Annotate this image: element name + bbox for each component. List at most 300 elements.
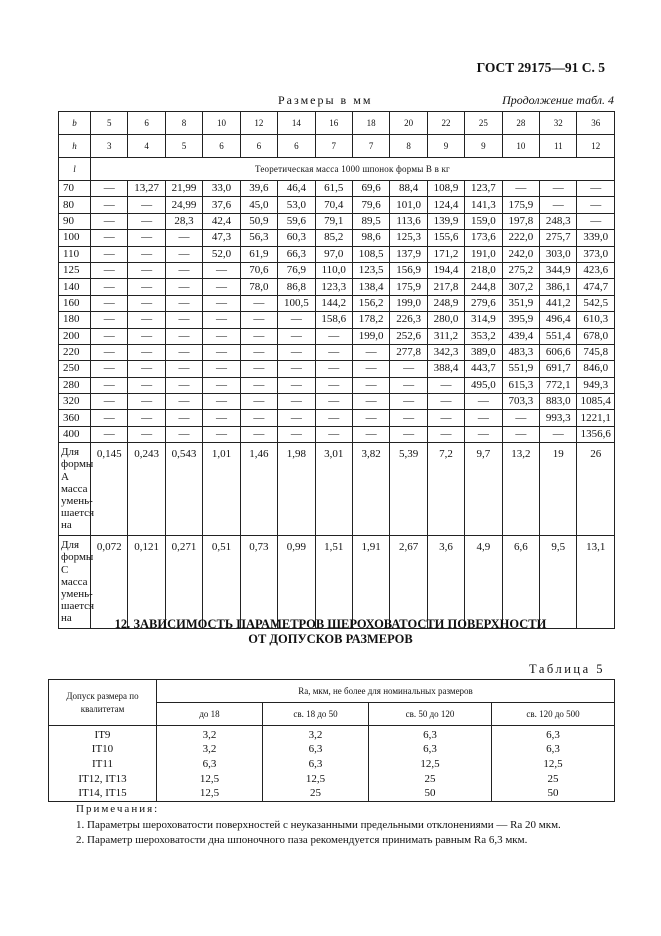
table4-b-value: 12	[240, 112, 277, 135]
table4-l-row	[59, 158, 615, 181]
table4-row-length: 200	[59, 328, 91, 344]
table5-cell: 6,3	[492, 743, 615, 758]
table4-cell: —	[315, 361, 352, 377]
table4-b-value: 28	[502, 112, 539, 135]
table4-cell: 125,3	[390, 230, 427, 246]
table5-cell: 3,2	[157, 726, 263, 743]
table5-row	[49, 726, 615, 743]
table4-cell: 137,9	[390, 246, 427, 262]
table4-cell: 342,3	[427, 344, 464, 360]
table4-cell: —	[390, 361, 427, 377]
table4-b-value: 25	[465, 112, 502, 135]
table4-cell: —	[165, 361, 202, 377]
table4-formA-label-line: масса	[61, 482, 88, 495]
table4-h-value: 5	[165, 135, 202, 158]
table4-row-length: 160	[59, 295, 91, 311]
table4-cell: 70,4	[315, 197, 352, 213]
table4-cell: 86,8	[278, 279, 315, 295]
table4-cell: —	[577, 213, 614, 229]
table4-cell: 244,8	[465, 279, 502, 295]
table4-cell: —	[165, 230, 202, 246]
table5-cell: 12,5	[369, 757, 492, 772]
table4-cell: 386,1	[540, 279, 577, 295]
table4-cell: 141,3	[465, 197, 502, 213]
table4-cell: 691,7	[540, 361, 577, 377]
table4-mass-heading: Теоретическая масса 1000 шпонок формы В в кг	[91, 158, 615, 181]
table4-cell: 37,6	[203, 197, 240, 213]
table4-cell: 311,2	[427, 328, 464, 344]
table4-cell: 496,4	[540, 312, 577, 328]
table4-cell: —	[203, 361, 240, 377]
table5-row	[49, 772, 615, 787]
table4-cell: 443,7	[465, 361, 502, 377]
table4-row	[59, 394, 615, 410]
table5-tolerance: IT12, IT13	[49, 772, 157, 787]
table4-row	[59, 279, 615, 295]
table4-cell: 175,9	[390, 279, 427, 295]
table4-cell: 70,6	[240, 262, 277, 278]
table4-formC-value: 1,51	[315, 536, 352, 629]
table5-caption: Таблица 5	[529, 662, 605, 676]
table4-cell: —	[203, 394, 240, 410]
table4-cell: 303,0	[540, 246, 577, 262]
table4-formA-value: 7,2	[427, 443, 464, 536]
table4-cell: 495,0	[465, 377, 502, 393]
table4-cell: 33,0	[203, 181, 240, 197]
table4-row	[59, 213, 615, 229]
table4-cell: —	[240, 410, 277, 426]
table4-row-length: 110	[59, 246, 91, 262]
table4-cell: 242,0	[502, 246, 539, 262]
table4-row	[59, 312, 615, 328]
table4-formC-value: 3,6	[427, 536, 464, 629]
table4-cell: —	[352, 344, 389, 360]
table4-row-length: 250	[59, 361, 91, 377]
table4-formC-value: 13,1	[577, 536, 614, 629]
table4-cell: 1356,6	[577, 426, 614, 442]
table4-cell: 373,0	[577, 246, 614, 262]
table4-cell: —	[278, 344, 315, 360]
table4-formC-label-line: масса	[61, 575, 88, 588]
table4-row	[59, 361, 615, 377]
table5-cell: 6,3	[263, 743, 369, 758]
table5-subheader: св. 18 до 50	[263, 703, 369, 726]
table4-cell: —	[390, 410, 427, 426]
table4-cell: —	[203, 328, 240, 344]
table4-formC-row	[59, 536, 615, 629]
table4-cell: 46,4	[278, 181, 315, 197]
table4-cell: —	[240, 295, 277, 311]
table4-cell: —	[91, 213, 128, 229]
table4-cell: 89,5	[352, 213, 389, 229]
table4-units: Размеры в мм	[278, 93, 373, 107]
table4-cell: 483,3	[502, 344, 539, 360]
table4-b-value: 10	[203, 112, 240, 135]
table4-row-length: 140	[59, 279, 91, 295]
table4-cell: 158,6	[315, 312, 352, 328]
table4-formA-label-line: Для	[61, 446, 80, 459]
table4-cell: —	[128, 426, 165, 442]
table4-h-value: 12	[577, 135, 614, 158]
table4-formA-value: 5,39	[390, 443, 427, 536]
table4-cell: —	[465, 410, 502, 426]
table4-cell: —	[427, 394, 464, 410]
table4-row	[59, 262, 615, 278]
table5-header-row	[49, 680, 615, 703]
table5-body	[49, 680, 615, 802]
table4-row	[59, 230, 615, 246]
table4-cell: 100,5	[278, 295, 315, 311]
table4-cell: —	[165, 410, 202, 426]
table4-cell: 88,4	[390, 181, 427, 197]
table4-cell: —	[128, 197, 165, 213]
table4-row-length: 125	[59, 262, 91, 278]
table4-formC-label	[59, 536, 95, 629]
table4-cell: 199,0	[390, 295, 427, 311]
table5-row	[49, 743, 615, 758]
table4-cell: —	[502, 426, 539, 442]
table4-cell: 846,0	[577, 361, 614, 377]
table4-formA-value: 3,82	[352, 443, 389, 536]
table4-cell: —	[165, 262, 202, 278]
table5-cell: 6,3	[157, 757, 263, 772]
table4-row	[59, 246, 615, 262]
table4-formC-value: 4,9	[465, 536, 502, 629]
table4-cell: 52,0	[203, 246, 240, 262]
table5-tolerance: IT11	[49, 757, 157, 772]
table4-h-value: 7	[315, 135, 352, 158]
table4-cell: —	[165, 279, 202, 295]
table4-cell: —	[165, 394, 202, 410]
table5-cell: 6,3	[369, 743, 492, 758]
table4-cell: 110,0	[315, 262, 352, 278]
table4-formA-value: 0,243	[128, 443, 165, 536]
table5-cell: 3,2	[263, 726, 369, 743]
table4-cell: 388,4	[427, 361, 464, 377]
table4-h-value: 6	[240, 135, 277, 158]
table4-body	[59, 112, 615, 629]
table5-tolerance: IT9	[49, 726, 157, 743]
table4-cell: 175,9	[502, 197, 539, 213]
table5-subheader: до 18	[157, 703, 263, 726]
table5-cell: 6,3	[369, 726, 492, 743]
table4-formC-value: 9,5	[540, 536, 577, 629]
table4-cell: 217,8	[427, 279, 464, 295]
table4-cell: —	[165, 426, 202, 442]
table4-cell: —	[203, 279, 240, 295]
table4-row	[59, 328, 615, 344]
table4-h-value: 8	[390, 135, 427, 158]
table4-cell: —	[278, 328, 315, 344]
table4-row	[59, 410, 615, 426]
table4-cell: —	[315, 344, 352, 360]
table4-cell: 53,0	[278, 197, 315, 213]
table4-cell: —	[91, 312, 128, 328]
table4-cell: —	[278, 410, 315, 426]
table5-cell: 12,5	[157, 786, 263, 801]
table4-cell: 351,9	[502, 295, 539, 311]
table4-cell: 197,8	[502, 213, 539, 229]
table4-formC-value: 1,91	[352, 536, 389, 629]
table4-cell: 1085,4	[577, 394, 614, 410]
table4-h-value: 6	[203, 135, 240, 158]
table4-cell: 39,6	[240, 181, 277, 197]
table4-cell: —	[240, 394, 277, 410]
table4-cell: —	[540, 181, 577, 197]
table4-formC-label-line: Для	[61, 539, 80, 552]
table4-h-value: 11	[540, 135, 577, 158]
table4-formC-label-line: С	[61, 563, 69, 576]
table4-cell: —	[203, 312, 240, 328]
table4-cell: 76,9	[278, 262, 315, 278]
table4-cell: —	[165, 328, 202, 344]
table4-cell: —	[91, 279, 128, 295]
notes-title: Примечания:	[76, 803, 160, 815]
table4-b-value: 20	[390, 112, 427, 135]
table4-cell: 678,0	[577, 328, 614, 344]
table4-cell: —	[165, 312, 202, 328]
table4-cell: —	[240, 328, 277, 344]
table4-cell: —	[128, 262, 165, 278]
table4-cell: —	[427, 377, 464, 393]
table4-formC-label-line: умень-	[61, 588, 93, 601]
table4-cell: 277,8	[390, 344, 427, 360]
table4-cell: —	[91, 410, 128, 426]
table5-cell: 25	[369, 772, 492, 787]
table4-row-length: 220	[59, 344, 91, 360]
table4-cell: —	[278, 312, 315, 328]
table4-cell: 123,5	[352, 262, 389, 278]
table4-cell: —	[352, 361, 389, 377]
table4-cell: —	[91, 246, 128, 262]
table4-cell: —	[315, 377, 352, 393]
table4-cell: 307,2	[502, 279, 539, 295]
note-item-2: 2. Параметр шероховатости дна шпоночного паза рекомендуется принимать равным Ra 6,3 мкм.	[76, 834, 528, 846]
table4-cell: 138,4	[352, 279, 389, 295]
table4-cell: —	[390, 377, 427, 393]
table5-subheader: св. 120 до 500	[492, 703, 615, 726]
table4-row-length: 360	[59, 410, 91, 426]
table4-cell: 123,3	[315, 279, 352, 295]
table4-h-value: 9	[427, 135, 464, 158]
table4-formA-value: 0,543	[165, 443, 202, 536]
table4-cell: —	[315, 394, 352, 410]
table4-cell: 222,0	[502, 230, 539, 246]
table4-b-value: 36	[577, 112, 614, 135]
section-title	[0, 617, 661, 647]
table4-cell: 439,4	[502, 328, 539, 344]
table4-cell: 218,0	[465, 262, 502, 278]
table4-cell: —	[91, 230, 128, 246]
table5-col0-header: Допуск размера по квалитетам	[49, 680, 157, 726]
table4-cell: 69,6	[352, 181, 389, 197]
table4-formC-value: 0,121	[128, 536, 165, 629]
table4-cell: 113,6	[390, 213, 427, 229]
table4-cell: —	[352, 426, 389, 442]
table4-cell: 280,0	[427, 312, 464, 328]
table4-row-length: 80	[59, 197, 91, 213]
table4-h-label: h	[59, 135, 91, 158]
table4-cell: —	[128, 230, 165, 246]
table4-h-value: 3	[91, 135, 128, 158]
table4-cell: —	[91, 394, 128, 410]
table4-l-label: l	[59, 158, 91, 181]
table4-row	[59, 344, 615, 360]
page-header: ГОСТ 29175—91 С. 5	[476, 60, 605, 75]
table4-formC-label-line: шается	[61, 600, 95, 613]
table4-cell: —	[240, 312, 277, 328]
table4-b-label: b	[59, 112, 91, 135]
table4-cell: 97,0	[315, 246, 352, 262]
table4-row	[59, 295, 615, 311]
table4-cell: —	[128, 312, 165, 328]
table5-cell: 50	[492, 786, 615, 801]
table4-cell: —	[278, 377, 315, 393]
table4-cell: —	[427, 410, 464, 426]
table4-h-row	[59, 135, 615, 158]
table4-cell: —	[128, 377, 165, 393]
table4-cell: —	[91, 197, 128, 213]
table4-b-value: 14	[278, 112, 315, 135]
table4-formA-value: 26	[577, 443, 614, 536]
table4-cell: —	[203, 426, 240, 442]
table4-cell: 66,3	[278, 246, 315, 262]
notes	[76, 802, 561, 849]
table4-h-value: 7	[352, 135, 389, 158]
table5-subheader: св. 50 до 120	[369, 703, 492, 726]
table4-cell: —	[427, 426, 464, 442]
table4-row-length: 400	[59, 426, 91, 442]
table4-cell: 314,9	[465, 312, 502, 328]
table4	[58, 111, 615, 629]
table5-cell: 3,2	[157, 743, 263, 758]
table4-cell: —	[465, 426, 502, 442]
table4-cell: 339,0	[577, 230, 614, 246]
table4-cell: 42,4	[203, 213, 240, 229]
table4-cell: —	[128, 328, 165, 344]
table4-b-value: 32	[540, 112, 577, 135]
table4-b-value: 16	[315, 112, 352, 135]
table4-cell: 772,1	[540, 377, 577, 393]
table5-row	[49, 786, 615, 801]
table4-formC-label-line: формы	[61, 551, 94, 564]
table4-cell: 60,3	[278, 230, 315, 246]
table5-tolerance: IT10	[49, 743, 157, 758]
table4-cell: 101,0	[390, 197, 427, 213]
table4-cell: 28,3	[165, 213, 202, 229]
table4-formA-value: 0,145	[91, 443, 128, 536]
table4-cell: 248,3	[540, 213, 577, 229]
table4-cell: —	[240, 361, 277, 377]
table4-cell: 59,6	[278, 213, 315, 229]
table5-cell: 12,5	[157, 772, 263, 787]
table4-cell: 173,6	[465, 230, 502, 246]
table4-row-length: 180	[59, 312, 91, 328]
table4-cell: —	[540, 197, 577, 213]
table4-cell: —	[91, 328, 128, 344]
table4-cell: 171,2	[427, 246, 464, 262]
table4-cell: 156,2	[352, 295, 389, 311]
table4-cell: 441,2	[540, 295, 577, 311]
table4-cell: 275,7	[540, 230, 577, 246]
table4-formA-value: 1,98	[278, 443, 315, 536]
table4-cell: —	[390, 426, 427, 442]
table4-row-length: 90	[59, 213, 91, 229]
table4-row	[59, 197, 615, 213]
table4-cell: —	[128, 213, 165, 229]
table4-cell: —	[240, 377, 277, 393]
table4-formA-label-line: шается	[61, 507, 95, 520]
table4-cell: 24,99	[165, 197, 202, 213]
table4-formA-row	[59, 443, 615, 536]
table4-cell: 423,6	[577, 262, 614, 278]
table4-cell: 191,0	[465, 246, 502, 262]
table4-cell: —	[128, 361, 165, 377]
table4-cell: —	[577, 181, 614, 197]
table4-cell: 85,2	[315, 230, 352, 246]
table4-cell: 248,9	[427, 295, 464, 311]
table4-formC-value: 2,67	[390, 536, 427, 629]
table4-cell: 949,3	[577, 377, 614, 393]
table4-cell: —	[128, 394, 165, 410]
table4-cell: —	[165, 246, 202, 262]
table4-cell: 139,9	[427, 213, 464, 229]
table4-cell: —	[165, 377, 202, 393]
table4-formA-value: 3,01	[315, 443, 352, 536]
table4-row	[59, 426, 615, 442]
table4-cell: —	[577, 197, 614, 213]
table4-row-length: 280	[59, 377, 91, 393]
table4-cell: —	[240, 344, 277, 360]
table4-cell: —	[315, 328, 352, 344]
table4-cell: 61,9	[240, 246, 277, 262]
table4-cell: 993,3	[540, 410, 577, 426]
table5	[48, 679, 615, 802]
table4-cell: 79,1	[315, 213, 352, 229]
table4-formA-label-line: умень-	[61, 495, 93, 508]
table5-row	[49, 757, 615, 772]
table4-cell: —	[278, 394, 315, 410]
table4-cell: —	[128, 344, 165, 360]
table4-cell: —	[165, 295, 202, 311]
table4-formA-value: 1,46	[240, 443, 277, 536]
table4-cell: —	[203, 262, 240, 278]
note-item-1: 1. Параметры шероховатости поверхностей с неуказанными предельными отклонениями — Ra 20 мкм.	[76, 818, 561, 831]
table4-formA-label-line: А	[61, 470, 69, 483]
table5-tolerance: IT14, IT15	[49, 786, 157, 801]
table4-h-value: 4	[128, 135, 165, 158]
table4-cell: 21,99	[165, 181, 202, 197]
table4-cell: 178,2	[352, 312, 389, 328]
table4-cell: —	[91, 426, 128, 442]
table4-formC-value: 6,6	[502, 536, 539, 629]
table4-cell: —	[203, 344, 240, 360]
table4-row	[59, 181, 615, 197]
table4-formA-label-line: на	[61, 519, 72, 532]
table4-b-value: 8	[165, 112, 202, 135]
table4-formA-value: 9,7	[465, 443, 502, 536]
table4-cell: —	[203, 410, 240, 426]
table4-cell: 551,4	[540, 328, 577, 344]
table4-b-row	[59, 112, 615, 135]
table4-formC-value: 0,73	[240, 536, 277, 629]
table4-formA-label-line: формы	[61, 458, 94, 471]
table4-cell: 551,9	[502, 361, 539, 377]
section-title-line1: 12. ЗАВИСИМОСТЬ ПАРАМЕТРОВ ШЕРОХОВАТОСТИ ПОВЕРХНОСТИ	[114, 617, 547, 631]
table4-cell: —	[128, 410, 165, 426]
table4-cell: —	[128, 295, 165, 311]
table4-formC-value: 0,271	[165, 536, 202, 629]
